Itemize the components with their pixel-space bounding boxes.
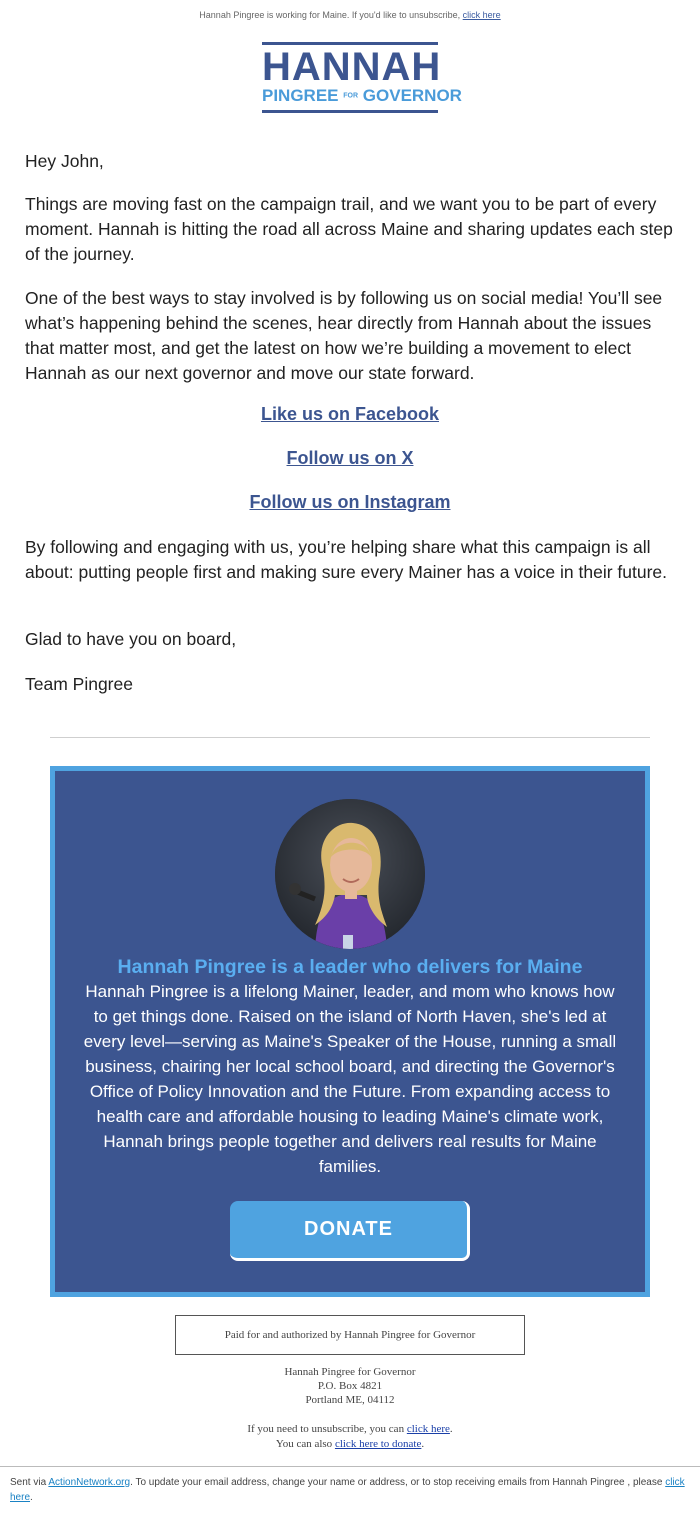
donate-line: You can also click here to donate. (275, 1438, 425, 1450)
logo-bottom-rule (262, 110, 438, 113)
notice-text: Hannah Pingree is working for Maine. If you'd like to unsubscribe, (199, 10, 461, 20)
footer-text: . To update your email address, change your name or address, or to stop receiving emails from Hannah Pingree , please (130, 1477, 663, 1488)
greeting: Hey John, (25, 151, 104, 171)
logo-for: FOR (343, 92, 359, 100)
sent-via-text: Sent via (10, 1477, 47, 1488)
instagram-row (0, 492, 700, 513)
x-row (0, 448, 700, 469)
logo-name: HANNAH (262, 45, 442, 89)
paragraph-social: One of the best ways to stay involved is by following us on social media! You’ll see what’s happening behind the scenes, hear directly from Hannah about the issues that matter most, and get the latest on how we’re building a movement to elect Hannah as our next governor and move our state forward. (25, 288, 663, 383)
section-divider (50, 737, 650, 738)
top-unsubscribe-link[interactable]: click here (462, 10, 501, 20)
card-bio-text: Hannah Pingree is a lifelong Mainer, leader, and mom who knows how to get things done. Raised on the island of North Haven, she's led at every level—serving as Maine's Speaker of the House, running a small business, chairing her local school board, and directing the Governor's Office of Policy Innovation and the Future. From expanding access to health care and affordable housing to leading Maine's climate work, Hannah brings people together and delivers real results for Maine families. (83, 982, 617, 1176)
mailing-address (0, 1365, 700, 1407)
x-link[interactable]: Follow us on X (286, 448, 414, 468)
footer-update-link[interactable]: click here (10, 1477, 685, 1503)
donate-button[interactable]: DONATE (230, 1201, 470, 1261)
address-city: Portland ME, 04112 (305, 1394, 395, 1406)
paragraph-engagement: By following and engaging with us, you’re helping share what this campaign is all about: putting people first and making sure every Mainer has a voice in their future. (25, 537, 668, 582)
bio-card (50, 766, 650, 1297)
unsubscribe-line: If you need to unsubscribe, you can click here. (247, 1423, 453, 1435)
campaign-logo[interactable] (262, 42, 462, 116)
donate-text: You can also (275, 1438, 333, 1450)
unsubscribe-block (0, 1422, 700, 1452)
donate-link[interactable]: click here to donate (334, 1438, 422, 1450)
action-network-footer: Sent via ActionNetwork.org. To update your email address, change your name or address, or to stop receiving emails from Hannah Pingree , please click here. (10, 1477, 685, 1503)
logo-pingree: PINGREE (262, 86, 339, 105)
closing-line: Glad to have you on board, (25, 629, 237, 649)
footer-divider (0, 1466, 700, 1467)
logo-governor: GOVERNOR (362, 86, 462, 105)
instagram-link[interactable]: Follow us on Instagram (249, 492, 451, 512)
paragraph-intro: Things are moving fast on the campaign trail, and we want you to be part of every moment. Hannah is hitting the road all across Maine and sharing updates each step of the journey. (25, 194, 673, 264)
address-org: Hannah Pingree for Governor (284, 1366, 416, 1378)
candidate-photo (275, 799, 425, 949)
logo-subtitle (262, 86, 462, 107)
signature: Team Pingree (25, 674, 133, 694)
unsubscribe-text: If you need to unsubscribe, you can (247, 1423, 405, 1435)
action-network-link[interactable]: ActionNetwork.org (48, 1477, 131, 1488)
unsubscribe-link[interactable]: click here (406, 1423, 450, 1435)
unsubscribe-notice (0, 10, 700, 20)
facebook-row (0, 404, 700, 425)
card-title: Hannah Pingree is a leader who delivers for Maine (117, 956, 583, 978)
candidate-portrait-image (275, 799, 425, 949)
facebook-link[interactable]: Like us on Facebook (260, 404, 440, 424)
paid-for-disclaimer: Paid for and authorized by Hannah Pingree for Governor (175, 1315, 525, 1355)
address-po-box: P.O. Box 4821 (317, 1380, 383, 1392)
